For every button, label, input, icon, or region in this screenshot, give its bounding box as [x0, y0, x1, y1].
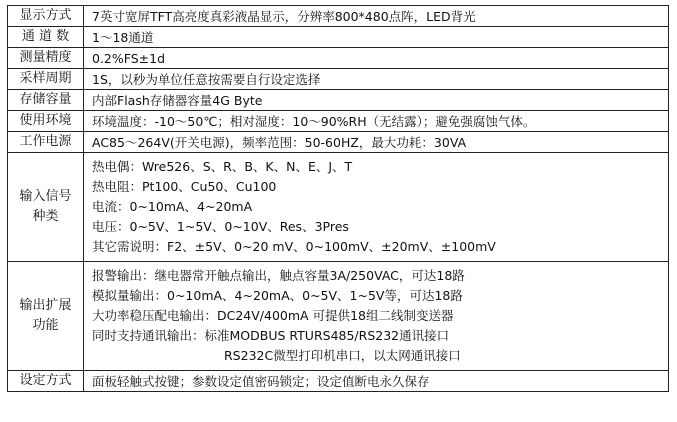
row-output-expansion	[8, 262, 669, 371]
row-label: 通 道 数	[8, 27, 84, 48]
row-storage	[8, 90, 669, 111]
row-label-line: 输出扩展	[19, 298, 72, 313]
row-label: 工作电源	[8, 132, 84, 153]
row-label: 测量精度	[8, 48, 84, 69]
value-line: RS232C微型打印机串口，以太网通讯接口	[224, 348, 461, 363]
row-value: 7英寸宽屏TFT高亮度真彩液晶显示，分辨率800*480点阵，LED背光	[84, 6, 669, 27]
row-label-line: 输入信号	[19, 189, 72, 204]
value-line: 热电偶：Wre526、S、R、B、K、N、E、J、T	[92, 159, 353, 174]
row-channels	[8, 27, 669, 48]
row-label	[8, 153, 84, 262]
value-line: 电压：0~5V、1~5V、0~10V、Res、3Pres	[92, 219, 349, 234]
row-label	[8, 262, 84, 371]
row-display-mode	[8, 6, 669, 27]
row-value: 1S，以秒为单位任意按需要自行设定选择	[84, 69, 669, 90]
value-line: 同时支持通讯输出：标准MODBUS RTURS485/RS232通讯接口	[92, 328, 450, 343]
row-setting-method	[8, 371, 669, 392]
spec-table	[7, 5, 669, 392]
row-label-line: 功能	[32, 318, 59, 333]
value-line: 大功率稳压配电输出：DC24V/400mA 可提供18组二线制变送器	[92, 308, 454, 323]
row-sampling-period	[8, 69, 669, 90]
row-label-line: 种类	[32, 209, 59, 224]
row-value: 环境温度：-10～50℃；相对湿度：10～90%RH（无结露）；避免强腐蚀气体。	[84, 111, 669, 132]
row-label: 显示方式	[8, 6, 84, 27]
value-line: 其它需说明：F2、±5V、0~20 mV、0~100mV、±20mV、±100mV	[92, 239, 496, 254]
value-line: 热电阻：Pt100、Cu50、Cu100	[92, 179, 277, 194]
row-label: 设定方式	[8, 371, 84, 392]
row-label: 存储容量	[8, 90, 84, 111]
row-label: 采样周期	[8, 69, 84, 90]
row-label: 使用环境	[8, 111, 84, 132]
row-value: 内部Flash存储器容量4G Byte	[84, 90, 669, 111]
row-value: 面板轻触式按键；参数设定值密码锁定；设定值断电永久保存	[84, 371, 669, 392]
row-value: 0.2%FS±1d	[84, 48, 669, 69]
row-input-signal-types	[8, 153, 669, 262]
value-line: 电流：0~10mA、4~20mA	[92, 199, 253, 214]
row-value	[84, 262, 669, 371]
row-value	[84, 153, 669, 262]
row-environment	[8, 111, 669, 132]
row-value: AC85～264V(开关电源)，频率范围：50-60HZ，最大功耗：30VA	[84, 132, 669, 153]
row-power-supply	[8, 132, 669, 153]
value-line: 报警输出：继电器常开触点输出，触点容量3A/250VAC，可达18路	[92, 268, 465, 283]
row-value: 1～18通道	[84, 27, 669, 48]
row-accuracy	[8, 48, 669, 69]
value-line: 模拟量输出：0~10mA、4~20mA、0~5V、1~5V等，可达18路	[92, 288, 463, 303]
